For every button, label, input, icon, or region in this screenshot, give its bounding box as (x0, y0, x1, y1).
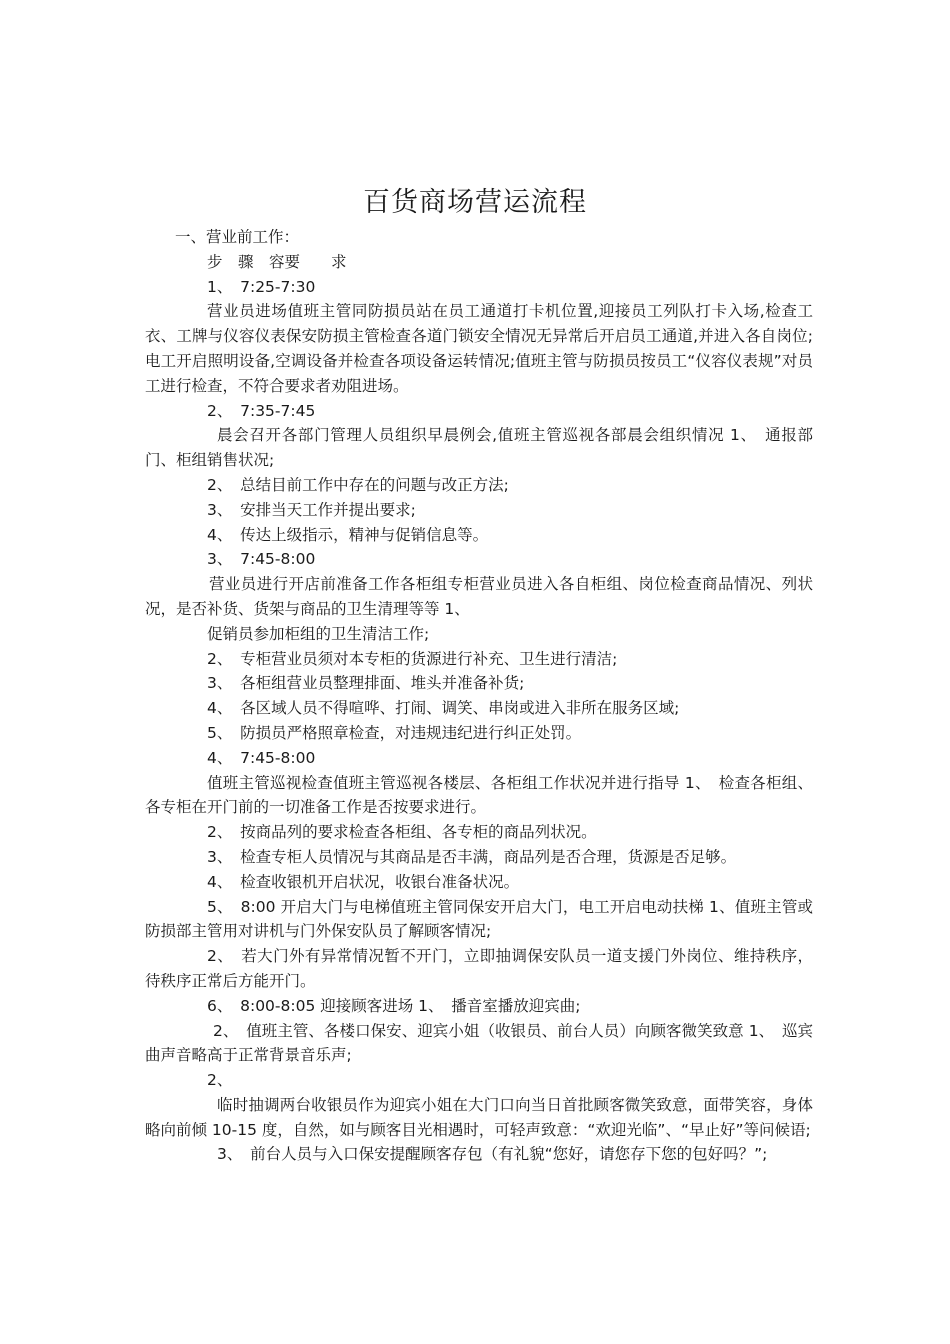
document-body (145, 225, 813, 1167)
paragraph: 营业员进场值班主管同防损员站在员工通道打卡机位置,迎接员工列队打卡入场,检查工衣、工牌与仪容仪表保安防损主管检查各道门锁安全情况无异常后开启员工通道,并进入各自岗位;电工开启照明设备,空调设备并检查各项设备运转情况;值班主管与防损员按员工“仪容仪表规”对员工进行检查，不符合要求者劝阻进场。 (145, 302, 813, 395)
document-title: 百货商场营运流程 (363, 187, 587, 218)
paragraph: 2、 值班主管、各楼口保安、迎宾小姐（收银员、前台人员）向顾客微笑致意 1、 巡宾曲声音略高于正常背景音乐声; (145, 1021, 813, 1065)
text-line: 5、 防损员严格照章检查，对违规违纪进行纠正处罚。 (207, 723, 582, 742)
text-line: 步 骤 容要 求 (207, 252, 347, 271)
text-line: 6、 8:00-8:05 迎接顾客进场 1、 播音室播放迎宾曲; (207, 996, 581, 1015)
paragraph: 临时抽调两台收银员作为迎宾小姐在大门口向当日首批顾客微笑致意，面带笑容，身体略向前倾 10-15 度，自然，如与顾客目光相遇时，可轻声致意：“欢迎光临”、“早止好”等问候语; (145, 1095, 813, 1139)
text-line: 4、 传达上级指示，精神与促销信息等。 (207, 525, 489, 544)
text-line: 一、营业前工作： (175, 228, 300, 246)
text-line: 4、 7:45-8:00 (207, 748, 316, 767)
text-line: 3、 各柜组营业员整理排面、堆头并准备补货; (207, 674, 525, 693)
paragraph: 晨会召开各部门管理人员组织早晨例会,值班主管巡视各部晨会组织情况 1、 通报部门、柜组销售状况; (145, 426, 813, 470)
paragraph: 营业员进行开店前准备工作各柜组专柜营业员进入各自柜组、岗位检查商品情况、列状况，是否补货、货架与商品的卫生清理等等 1、 (145, 575, 813, 618)
text-line: 4、 各区域人员不得喧哗、打闹、调笑、串岗或进入非所在服务区域; (207, 699, 680, 718)
text-line: 3、 7:45-8:00 (207, 550, 316, 569)
paragraph: 2、 若大门外有异常情况暂不开门，立即抽调保安队员一道支援门外岗位、维持秩序，待秩序正常后方能开门。 (145, 947, 813, 990)
text-line: 1、 7:25-7:30 (207, 277, 316, 296)
text-line: 3、 安排当天工作并提出要求; (207, 500, 416, 519)
text-line: 2、 (207, 1071, 233, 1090)
paragraph: 3、 前台人员与入口保安提醒顾客存包（有礼貌“您好，请您存下您的包好吗？”; (217, 1145, 768, 1164)
text-line: 2、 7:35-7:45 (207, 401, 316, 420)
text-line: 3、 检查专柜人员情况与其商品是否丰满，商品列是否合理，货源是否足够。 (207, 847, 737, 866)
text-line: 4、 检查收银机开启状况，收银台准备状况。 (207, 872, 520, 891)
text-line: 2、 专柜营业员须对本专柜的货源进行补充、卫生进行清洁; (207, 649, 618, 668)
paragraph: 值班主管巡视检查值班主管巡视各楼层、各柜组工作状况并进行指导 1、 检查各柜组、各专柜在开门前的一切准备工作是否按要求进行。 (145, 773, 813, 817)
paragraph: 5、 8:00 开启大门与电梯值班主管同保安开启大门，电工开启电动扶梯 1、值班主管或防损部主管用对讲机与门外保安队员了解顾客情况; (145, 897, 813, 941)
text-line: 2、 按商品列的要求检查各柜组、各专柜的商品列状况。 (207, 823, 597, 842)
text-line: 促销员参加柜组的卫生清洁工作; (207, 624, 430, 643)
text-line: 2、 总结目前工作中存在的问题与改正方法; (207, 475, 509, 494)
